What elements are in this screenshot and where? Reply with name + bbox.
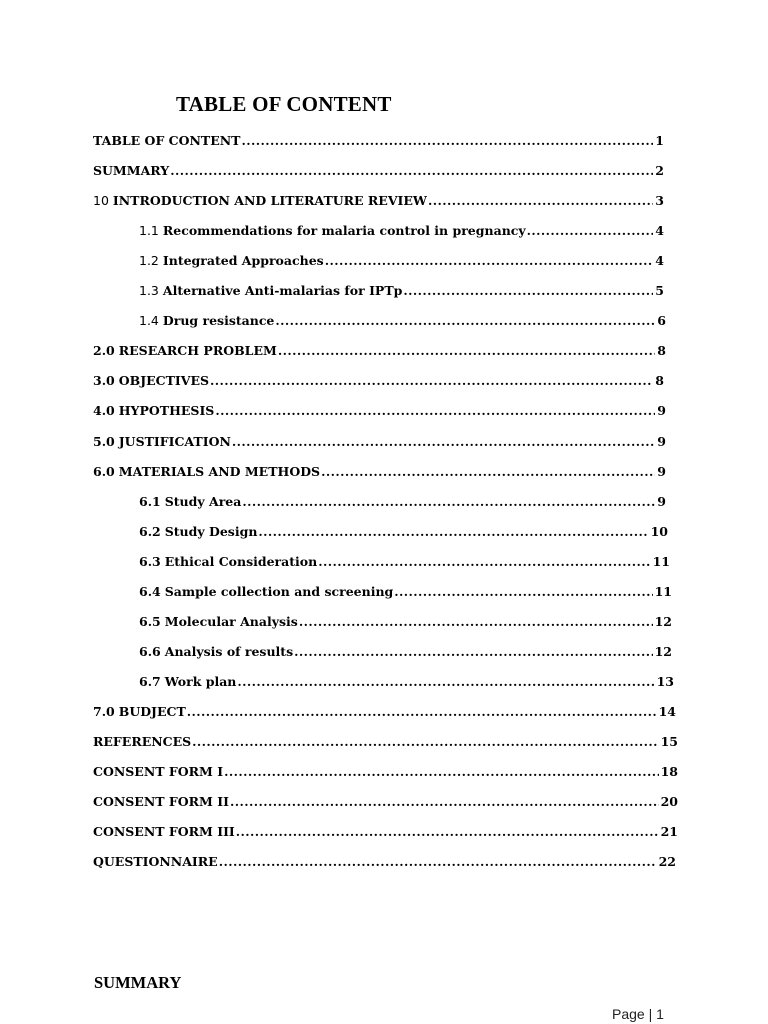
toc-entry-number: 6.1 [139, 493, 161, 509]
toc-entry-page-number: 9 [657, 463, 666, 479]
toc-entry-label: RESEARCH PROBLEM [118, 343, 277, 359]
toc-entry-label: CONSENT FORM II [93, 794, 229, 810]
section-heading-summary: SUMMARY [94, 973, 182, 992]
toc-entry-number: 10 [93, 193, 109, 209]
toc-entry[interactable] [93, 790, 678, 810]
toc-entry-number: 1.4 [139, 313, 159, 329]
toc-entry[interactable] [93, 159, 664, 179]
toc-entry[interactable] [139, 520, 668, 540]
toc-dot-leader [394, 584, 652, 600]
toc-entry-label: Work plan [164, 673, 237, 689]
toc-entry-page-number: 22 [658, 854, 676, 870]
toc-dot-leader [428, 193, 653, 209]
toc-dot-leader [321, 464, 655, 480]
toc-entry[interactable] [93, 760, 678, 780]
toc-entry[interactable] [93, 189, 664, 209]
toc-entry-page-number: 10 [650, 523, 668, 539]
toc-dot-leader [224, 764, 659, 780]
toc-entry-label: OBJECTIVES [118, 373, 209, 389]
toc-entry-page-number: 8 [657, 343, 666, 359]
toc-dot-leader [258, 524, 648, 540]
toc-entry-label: Analysis of results [164, 643, 294, 659]
toc-dot-leader [237, 674, 654, 690]
toc-entry-page-number: 11 [654, 583, 672, 599]
toc-entry-page-number: 5 [655, 283, 664, 299]
toc-entry-label: MATERIALS AND METHODS [118, 463, 321, 479]
toc-entry-label: TABLE OF CONTENT [93, 133, 241, 148]
toc-entry-label: Ethical Consideration [164, 553, 318, 569]
toc-entry-number: 2.0 [93, 343, 115, 359]
toc-entry[interactable] [93, 730, 678, 750]
toc-entry-page-number: 3 [655, 193, 664, 209]
toc-entry-page-number: 21 [660, 824, 678, 840]
toc-entry-number: 6.5 [139, 613, 161, 629]
toc-entry-number: 6.7 [139, 673, 161, 689]
toc-dot-leader [170, 163, 653, 179]
toc-entry-label: CONSENT FORM I [93, 764, 224, 780]
toc-entry[interactable] [139, 249, 664, 269]
toc-entry-number: 1.3 [139, 283, 159, 299]
toc-entry[interactable] [139, 550, 670, 570]
toc-entry-number: 3.0 [93, 373, 115, 389]
toc-dot-leader [325, 253, 654, 269]
toc-dot-leader [242, 133, 654, 149]
toc-dot-leader [236, 824, 659, 840]
toc-entry-label: Recommendations for malaria control in pregnancy [162, 223, 526, 239]
toc-entry-number: 6.0 [93, 463, 115, 479]
toc-entry-page-number: 2 [655, 163, 664, 179]
toc-entry-label: BUDJECT [118, 703, 186, 719]
toc-dot-leader [192, 734, 658, 750]
toc-entry-label: CONSENT FORM III [93, 824, 235, 840]
toc-entry[interactable] [93, 460, 666, 480]
toc-entry-page-number: 4 [655, 223, 664, 239]
toc-entry-page-number: 11 [652, 553, 670, 569]
toc-dot-leader [527, 223, 654, 239]
toc-dot-leader [403, 283, 653, 299]
toc-entry-number: 7.0 [93, 703, 115, 719]
toc-entry-page-number: 9 [657, 403, 666, 419]
toc-entry-label: Alternative Anti-malarias for IPTp [162, 283, 403, 299]
toc-entry-page-number: 13 [656, 673, 674, 689]
toc-entry-page-number: 9 [657, 433, 666, 449]
page-footer: Page | 1 [612, 1006, 664, 1022]
toc-entry-label: Sample collection and screening [164, 583, 394, 599]
toc-entry[interactable] [139, 640, 672, 660]
toc-entry-page-number: 8 [655, 373, 664, 389]
toc-entry-number: 1.1 [139, 223, 159, 239]
toc-entry-number: 6.3 [139, 553, 161, 569]
toc-entry-label: Integrated Approaches [162, 253, 324, 269]
toc-dot-leader [232, 434, 655, 450]
toc-dot-leader [318, 554, 650, 570]
toc-entry-page-number: 14 [658, 703, 676, 719]
toc-entry-page-number: 12 [654, 643, 672, 659]
toc-entry-page-number: 9 [657, 493, 666, 509]
toc-entry-number: 6.2 [139, 523, 161, 539]
toc-entry[interactable] [139, 670, 674, 690]
toc-entry-label: INTRODUCTION AND LITERATURE REVIEW [112, 193, 427, 209]
toc-entry-label: REFERENCES [93, 734, 192, 749]
toc-entry-number: 4.0 [93, 403, 115, 419]
toc-entry-page-number: 18 [660, 764, 678, 780]
toc-dot-leader [299, 614, 653, 630]
toc-entry-label: Molecular Analysis [164, 613, 298, 629]
toc-entry-number: 6.4 [139, 583, 161, 599]
toc-dot-leader [275, 313, 655, 329]
toc-entry-label: Study Area [164, 493, 242, 509]
toc-dot-leader [187, 704, 657, 720]
toc-entry[interactable] [93, 369, 664, 389]
toc-entry-page-number: 15 [660, 734, 678, 749]
toc-dot-leader [210, 373, 653, 389]
toc-entry[interactable] [139, 580, 672, 600]
toc-dot-leader [294, 644, 652, 660]
toc-entry[interactable] [139, 490, 666, 510]
toc-dot-leader [219, 854, 657, 870]
toc-entry[interactable] [93, 129, 664, 149]
toc-entry[interactable] [93, 850, 676, 870]
toc-entry[interactable] [93, 339, 666, 359]
toc-entry-label: Study Design [164, 523, 258, 539]
toc-entry[interactable] [139, 219, 664, 239]
toc-entry[interactable] [139, 279, 664, 299]
toc-entry[interactable] [93, 399, 666, 419]
toc-dot-leader [230, 794, 659, 810]
toc-entry-page-number: 1 [655, 133, 664, 148]
toc-dot-leader [242, 494, 655, 510]
toc-dot-leader [278, 343, 655, 359]
toc-entry[interactable] [139, 309, 666, 329]
toc-dot-leader [215, 403, 655, 419]
toc-entry-page-number: 4 [655, 253, 664, 269]
toc-entry-label: HYPOTHESIS [118, 403, 215, 419]
toc-entry-page-number: 12 [654, 613, 672, 629]
toc-entry[interactable] [139, 610, 672, 630]
document-title: TABLE OF CONTENT [176, 92, 392, 116]
toc-entry-label: SUMMARY [93, 163, 170, 179]
toc-entry-label: QUESTIONNAIRE [93, 854, 218, 870]
toc-entry[interactable] [93, 430, 666, 450]
toc-entry-number: 1.2 [139, 253, 159, 269]
toc-entry-label: JUSTIFICATION [118, 433, 231, 449]
toc-entry[interactable] [93, 700, 676, 720]
toc-entry-number: 5.0 [93, 433, 115, 449]
toc-entry[interactable] [93, 820, 678, 840]
toc-entry-page-number: 6 [657, 313, 666, 329]
toc-entry-page-number: 20 [660, 794, 678, 810]
toc-entry-label: Drug resistance [162, 313, 275, 329]
toc-entry-number: 6.6 [139, 643, 161, 659]
